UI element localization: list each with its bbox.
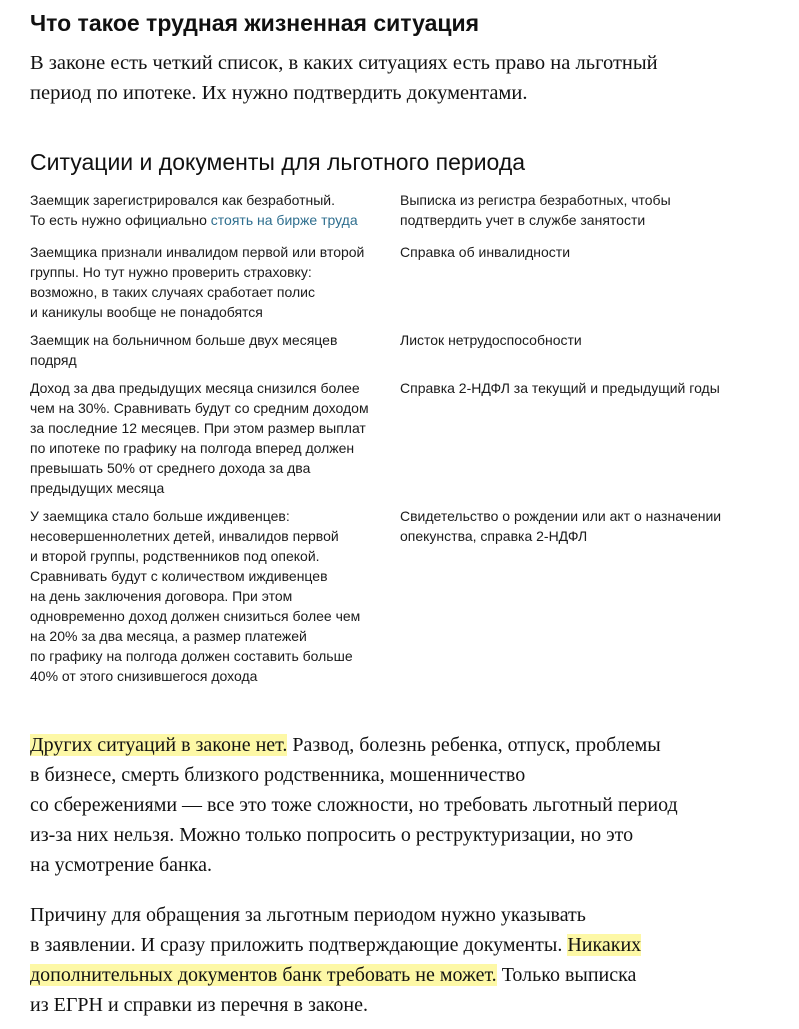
section-heading: Что такое трудная жизненная ситуация [30,10,480,36]
cell-line: одновременно доход должен снизиться более чем [30,608,361,624]
cell-line: подтвердить учет в службе занятости [400,212,646,228]
lead-line: период по ипотеке. Их нужно подтвердить документами. [30,82,528,104]
cell-line: и каникулы вообще не понадобятся [30,304,263,320]
situation-cell [30,378,392,498]
cell-line: Выписка из регистра безработных, чтобы [400,192,671,208]
cell-line: и второй группы, родственников под опекой. [30,548,320,564]
cell-line: Сравнивать будут с количеством иждивенцев [30,568,328,584]
situation-cell [30,330,392,370]
lead-line: В законе есть четкий список, в каких ситуациях есть право на льготный [30,52,658,74]
document-cell [400,506,775,546]
document-cell [400,242,775,262]
cell-line: Доход за два предыдущих месяца снизился более [30,380,360,396]
situation-cell [30,506,392,686]
cell-line: Листок нетрудоспособности [400,332,582,348]
cell-line: Справка об инвалидности [400,244,571,260]
labor-exchange-link[interactable]: стоять на бирже труда [210,212,358,228]
paragraph-text: на усмотрение банка. [30,854,213,876]
document-cell [400,378,775,398]
document-cell [400,330,775,350]
body-paragraph [30,900,775,1020]
highlighted-text: дополнительных документов банк требовать не может. [30,964,497,986]
cell-line: возможно, в таких случаях сработает полис [30,284,315,300]
cell-line: Свидетельство о рождении или акт о назначении [400,508,722,524]
highlighted-text: Других ситуаций в законе нет. [30,734,288,756]
paragraph-text: из ЕГРН и справки из перечня в законе. [30,994,368,1016]
cell-line: по ипотеке по графику на полгода вперед должен [30,440,355,456]
situation-cell [30,242,392,322]
cell-line: за последние 12 месяцев. При этом размер выплат [30,420,366,436]
cell-line: несовершеннолетних детей, инвалидов первой [30,528,339,544]
cell-line: превышать 50% от среднего дохода за два [30,460,311,476]
paragraph-text: из-за них нельзя. Можно только попросить о реструктуризации, но это [30,824,634,846]
cell-line: на 20% за два месяца, а размер платежей [30,628,307,644]
paragraph-text: Причину для обращения за льготным периодом нужно указывать [30,904,586,926]
body-paragraph [30,730,775,880]
paragraph-text: Только выписка [496,964,637,986]
cell-line: опекунства, справка 2-НДФЛ [400,528,588,544]
document-cell [400,190,775,230]
paragraph-text: Развод, болезнь ребенка, отпуск, проблемы [287,734,661,756]
cell-line: подряд [30,352,77,368]
cell-line: То есть нужно официально [30,212,211,228]
cell-line: Заемщика признали инвалидом первой или второй [30,244,365,260]
cell-line: по графику на полгода должен составить больше [30,648,353,664]
cell-line: 40% от этого снизившегося дохода [30,668,258,684]
paragraph-text: в бизнесе, смерть близкого родственника, мошенничество [30,764,526,786]
cell-line: Справка 2-НДФЛ за текущий и предыдущий годы [400,380,720,396]
cell-line: Заемщик зарегистрировался как безработный. [30,192,335,208]
cell-line: чем на 30%. Сравнивать будут со средним доходом [30,400,369,416]
paragraph-text: в заявлении. И сразу приложить подтверждающие документы. [30,934,568,956]
cell-line: У заемщика стало больше иждивенцев: [30,508,290,524]
highlighted-text: Никаких [567,934,642,956]
paragraph-text: со сбережениями — все это тоже сложности, но требовать льготный период [30,794,678,816]
cell-line: Заемщик на больничном больше двух месяцев [30,332,338,348]
cell-line: группы. Но тут нужно проверить страховку: [30,264,312,280]
cell-line: предыдущих месяца [30,480,165,496]
table-title: Ситуации и документы для льготного периода [30,149,526,175]
lead-paragraph [30,48,775,108]
situation-cell [30,190,392,230]
cell-line: на день заключения договора. При этом [30,588,293,604]
